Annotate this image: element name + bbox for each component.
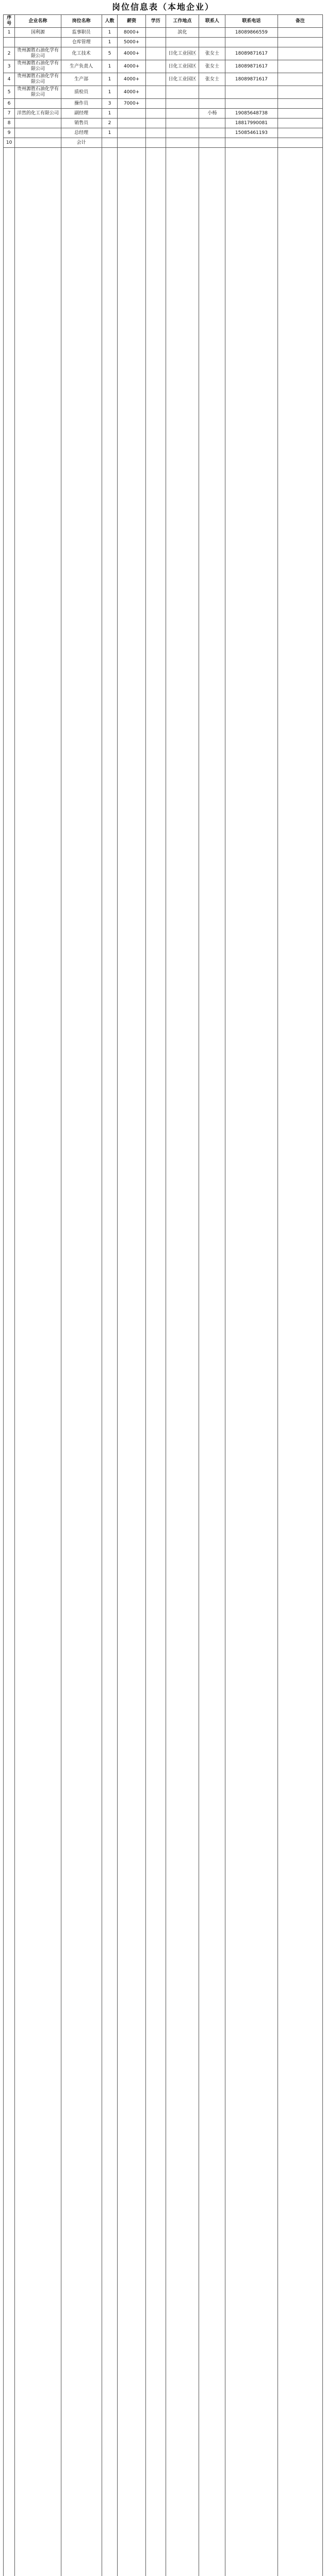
header-cell: 学历 [145,15,166,28]
table-row [4,86,323,99]
cell-contact: 小杨 [199,109,225,118]
cell-addr: 滨化 [166,28,199,38]
cell-no: 6 [4,99,15,109]
cell-company: 洋然的化工有限公司 [15,109,61,118]
cell-note [278,73,322,86]
cell-addr [166,128,199,138]
job-table [3,14,323,2576]
empty-cell [15,148,61,2576]
empty-cell [166,148,199,2576]
cell-note [278,109,322,118]
cell-no: 4 [4,73,15,86]
table-row [4,47,323,60]
cell-salary: 8000+ [118,28,146,38]
cell-job: 质检员 [61,86,102,99]
cell-contact [199,38,225,47]
table-body [4,28,323,2576]
header-cell: 薪资 [118,15,146,28]
cell-count: 2 [102,118,117,128]
cell-count: 1 [102,60,117,73]
header-cell: 企业名称 [15,15,61,28]
cell-edu [145,28,166,38]
cell-note [278,118,322,128]
cell-company: 贵州源胜石油化学有限公司 [15,60,61,73]
cell-edu [145,99,166,109]
table-row [4,28,323,38]
cell-phone: 18089871617 [225,60,278,73]
cell-no [4,38,15,47]
cell-company [15,38,61,47]
cell-addr [166,118,199,128]
cell-salary [118,118,146,128]
cell-addr: 日化工业园区 [166,60,199,73]
cell-job: 销售员 [61,118,102,128]
table-row [4,60,323,73]
cell-job: 仓库管理 [61,38,102,47]
cell-job: 总经理 [61,128,102,138]
cell-company [15,99,61,109]
table-row [4,109,323,118]
header-cell: 工作地点 [166,15,199,28]
cell-note [278,38,322,47]
table-row [4,99,323,109]
cell-contact [199,138,225,148]
cell-phone [225,138,278,148]
cell-job: 操作员 [61,99,102,109]
cell-salary [118,138,146,148]
cell-edu [145,60,166,73]
cell-job: 化工技术 [61,47,102,60]
cell-phone [225,38,278,47]
cell-salary: 7000+ [118,99,146,109]
cell-note [278,138,322,148]
cell-job: 会计 [61,138,102,148]
cell-note [278,60,322,73]
cell-contact [199,99,225,109]
cell-job: 监事职员 [61,28,102,38]
cell-phone: 18089871617 [225,47,278,60]
cell-addr: 日化工业园区 [166,73,199,86]
cell-job: 副经理 [61,109,102,118]
cell-count: 1 [102,86,117,99]
cell-edu [145,118,166,128]
cell-salary [118,128,146,138]
table-row [4,128,323,138]
header-cell: 人数 [102,15,117,28]
cell-note [278,128,322,138]
table-row [4,138,323,148]
cell-addr [166,138,199,148]
cell-addr [166,99,199,109]
cell-phone: 19085648738 [225,109,278,118]
cell-no: 7 [4,109,15,118]
cell-phone: 15085461193 [225,128,278,138]
cell-contact: 张女士 [199,60,225,73]
cell-edu [145,73,166,86]
cell-note [278,47,322,60]
cell-no: 9 [4,128,15,138]
cell-count: 1 [102,38,117,47]
cell-count: 1 [102,28,117,38]
empty-cell [225,148,278,2576]
cell-salary: 4000+ [118,47,146,60]
cell-no: 2 [4,47,15,60]
table-row [4,38,323,47]
cell-job: 生产部 [61,73,102,86]
cell-count: 1 [102,73,117,86]
cell-addr [166,38,199,47]
cell-contact: 张女士 [199,47,225,60]
cell-addr [166,109,199,118]
cell-company: 贵州源胜石油化学有限公司 [15,47,61,60]
cell-count [102,138,117,148]
header-cell: 联系电话 [225,15,278,28]
cell-addr: 日化工业园区 [166,47,199,60]
cell-edu [145,109,166,118]
empty-cell [102,148,117,2576]
cell-edu [145,47,166,60]
cell-edu [145,38,166,47]
table-row [4,73,323,86]
cell-no: 8 [4,118,15,128]
empty-cell [199,148,225,2576]
cell-edu [145,86,166,99]
cell-phone [225,99,278,109]
cell-count: 5 [102,47,117,60]
cell-company [15,118,61,128]
cell-phone: 18089871617 [225,73,278,86]
cell-company: 贵州源胜石油化学有限公司 [15,86,61,99]
cell-edu [145,138,166,148]
cell-note [278,86,322,99]
cell-addr [166,86,199,99]
cell-note [278,99,322,109]
table-continuation [4,148,323,2576]
table-row [4,118,323,128]
cell-contact: 张女士 [199,73,225,86]
cell-company: 贵州源胜石油化学有限公司 [15,73,61,86]
cell-salary: 5000+ [118,38,146,47]
cell-salary: 4000+ [118,73,146,86]
cell-no: 3 [4,60,15,73]
cell-contact [199,128,225,138]
cell-contact [199,118,225,128]
cell-contact [199,28,225,38]
cell-company [15,138,61,148]
cell-count: 3 [102,99,117,109]
empty-cell [61,148,102,2576]
cell-no: 1 [4,28,15,38]
cell-phone: 18089866559 [225,28,278,38]
empty-cell [145,148,166,2576]
header-cell: 联系人 [199,15,225,28]
cell-salary [118,109,146,118]
cell-no: 10 [4,138,15,148]
header-cell: 岗位名称 [61,15,102,28]
cell-salary: 4000+ [118,86,146,99]
cell-edu [145,128,166,138]
cell-job: 生产负责人 [61,60,102,73]
cell-phone [225,86,278,99]
table-header-row [4,15,323,28]
cell-contact [199,86,225,99]
cell-company: 国利源 [15,28,61,38]
empty-cell [278,148,322,2576]
cell-count: 1 [102,109,117,118]
page-title: 岗位信息表（本地企业） [111,2,214,12]
empty-cell [118,148,146,2576]
header-cell: 备注 [278,15,322,28]
cell-note [278,28,322,38]
empty-cell [4,148,15,2576]
cell-phone: 18817990081 [225,118,278,128]
cell-salary: 4000+ [118,60,146,73]
header-cell: 序号 [4,15,15,28]
cell-company [15,128,61,138]
cell-count: 1 [102,128,117,138]
cell-no: 5 [4,86,15,99]
